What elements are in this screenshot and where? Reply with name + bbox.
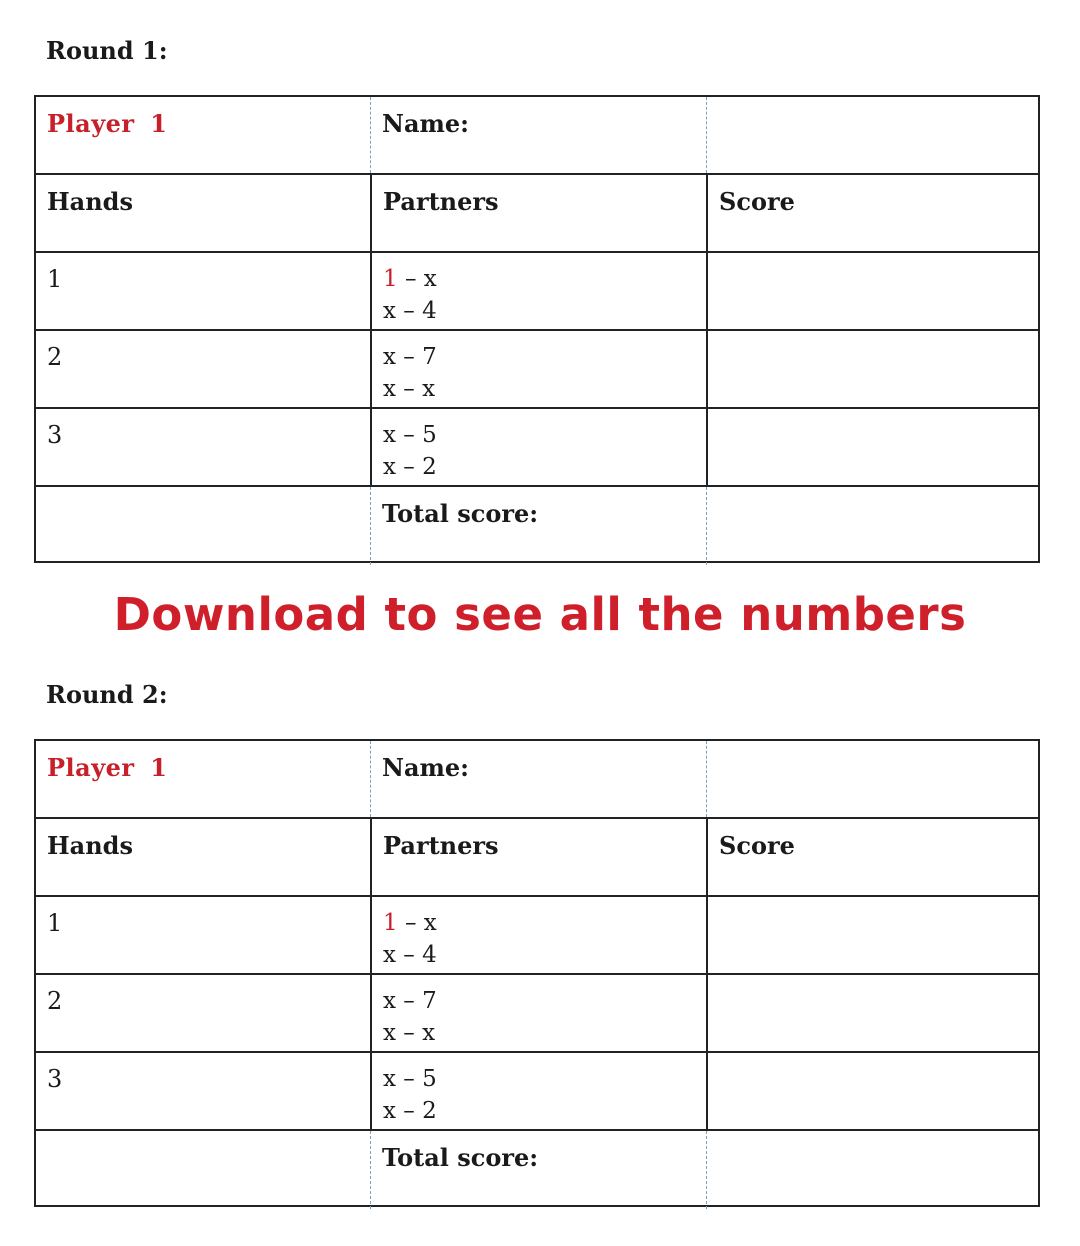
partners-header: Partners: [370, 175, 706, 251]
player-row: [36, 97, 1038, 175]
score-cell[interactable]: [706, 897, 1040, 973]
partner-pair-2: x – x: [383, 1020, 436, 1046]
hands-header: Hands: [47, 831, 133, 860]
hand-number: 3: [47, 421, 63, 449]
score-header: Score: [706, 819, 1040, 895]
hands-header: Hands: [47, 187, 133, 216]
header-row: [36, 175, 1038, 253]
score-header: Score: [706, 175, 1040, 251]
partners-cell: [370, 409, 706, 485]
partner-pair-rest: – 7: [395, 988, 437, 1014]
player-cell: [36, 97, 370, 173]
partner-pair-rest: – 5: [395, 422, 437, 448]
hand-row: [36, 897, 1038, 975]
round-2-scoresheet: [34, 739, 1040, 1207]
partner-pair-1: [383, 261, 706, 297]
partner-pair-2: x – x: [383, 376, 436, 402]
score-cell[interactable]: [706, 1053, 1040, 1129]
partner-pair-1: [383, 339, 706, 375]
total-score-cell[interactable]: [706, 1131, 1040, 1209]
partner-a: x: [383, 988, 396, 1014]
score-cell[interactable]: [706, 975, 1040, 1051]
partners-cell: [370, 253, 706, 329]
partner-pair-1: [383, 1061, 706, 1097]
score-cell[interactable]: [706, 409, 1040, 485]
partner-pair-1: [383, 905, 706, 941]
round-1-label: Round 1:: [46, 36, 168, 65]
hand-row: [36, 975, 1038, 1053]
partners-cell: [370, 975, 706, 1051]
partner-a: x: [383, 1066, 396, 1092]
hand-row: [36, 331, 1038, 409]
name-label: Name:: [370, 97, 706, 173]
hand-row: [36, 1053, 1038, 1131]
hand-row: [36, 409, 1038, 487]
name-value-cell[interactable]: [706, 97, 1040, 173]
total-score-cell[interactable]: [706, 487, 1040, 565]
hand-number: 2: [47, 343, 63, 371]
player-label: Player: [47, 109, 135, 138]
partner-pair-2: x – 2: [383, 1098, 437, 1124]
partners-cell: [370, 1053, 706, 1129]
partner-pair-1: [383, 417, 706, 453]
hand-number: 2: [47, 987, 63, 1015]
name-label: Name:: [370, 741, 706, 817]
download-banner: Download to see all the numbers: [113, 588, 967, 641]
player-number-highlight: 1: [383, 910, 398, 936]
total-score-label: Total score:: [370, 487, 706, 565]
hand-number: 1: [47, 265, 63, 293]
partner-pair-rest: – 7: [395, 344, 437, 370]
player-number-highlight: 1: [383, 266, 398, 292]
hand-number: 1: [47, 909, 63, 937]
total-blank-cell: [36, 487, 370, 565]
score-cell[interactable]: [706, 331, 1040, 407]
partner-pair-2: x – 4: [383, 298, 437, 324]
hand-number: 3: [47, 1065, 63, 1093]
partners-cell: [370, 331, 706, 407]
score-cell[interactable]: [706, 253, 1040, 329]
player-number: 1: [150, 753, 168, 782]
total-score-label: Total score:: [370, 1131, 706, 1209]
total-blank-cell: [36, 1131, 370, 1209]
round-2-label: Round 2:: [46, 680, 168, 709]
name-value-cell[interactable]: [706, 741, 1040, 817]
total-row: [36, 1131, 1038, 1209]
partner-a: x: [383, 422, 396, 448]
partners-header: Partners: [370, 819, 706, 895]
partner-a: x: [383, 344, 396, 370]
total-row: [36, 487, 1038, 565]
player-cell: [36, 741, 370, 817]
partner-pair-2: x – 4: [383, 942, 437, 968]
partner-pair-rest: – x: [397, 266, 437, 292]
partner-pair-1: [383, 983, 706, 1019]
partner-pair-2: x – 2: [383, 454, 437, 480]
player-label: Player: [47, 753, 135, 782]
partner-pair-rest: – x: [397, 910, 437, 936]
hand-row: [36, 253, 1038, 331]
player-row: [36, 741, 1038, 819]
player-number: 1: [150, 109, 168, 138]
partner-pair-rest: – 5: [395, 1066, 437, 1092]
round-1-scoresheet: [34, 95, 1040, 563]
partners-cell: [370, 897, 706, 973]
header-row: [36, 819, 1038, 897]
